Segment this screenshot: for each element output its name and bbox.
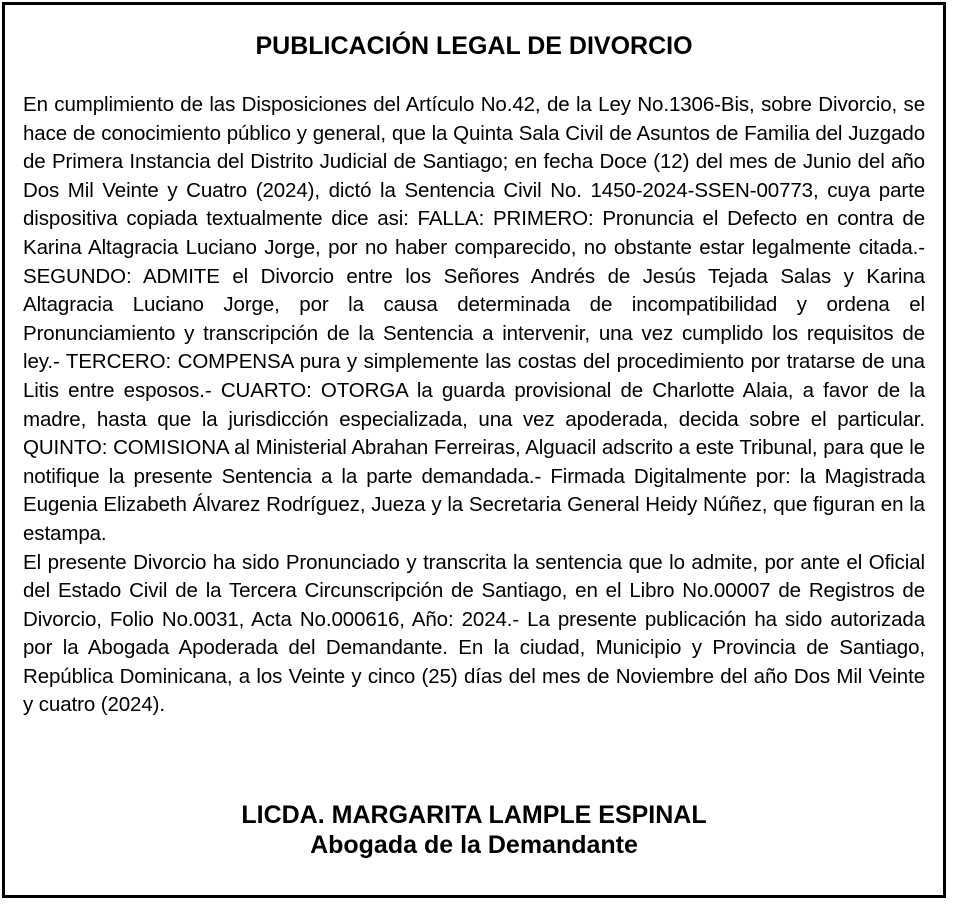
legal-notice	[2, 2, 946, 898]
signature-name: LICDA. MARGARITA LAMPLE ESPINAL	[241, 801, 707, 829]
notice-body	[23, 91, 925, 720]
signature-block	[5, 800, 943, 860]
notice-paragraph-registration: El presente Divorcio ha sido Pronunciado y transcrita la sentencia que lo admite, por ante el Oficial del Estado Civil de la Tercera Circunscripción de Santiago, en el Libro No.00007 de Registros de Divorcio, Folio No.0031, Acta No.000616, Año: 2024.- La presente publicación ha sido autorizada por la Abogada Apoderada del Demandante. En la ciudad, Municipio y Provincia de Santiago, República Dominicana, a los Veinte y cinco (25) días del mes de Noviembre del año Dos Mil Veinte y cuatro (2024).	[23, 550, 925, 717]
notice-paragraph-sentence: En cumplimiento de las Disposiciones del Artículo No.42, de la Ley No.1306-Bis, sobre Divorcio, se hace de conocimiento público y general, que la Quinta Sala Civil de Asuntos de Familia del Juzgado de Primera Instancia del Distrito Judicial de Santiago; en fecha Doce (12) del mes de Junio del año Dos Mil Veinte y Cuatro (2024), dictó la Sentencia Civil No. 1450-2024-SSEN-00773, cuya parte dispositiva copiada textualmente dice asi: FALLA: PRIMERO: Pronuncia el Defecto en contra de Karina Altagracia Luciano Jorge, por no haber comparecido, no obstante estar legalmente citada.- SEGUNDO: ADMITE el Divorcio entre los Señores Andrés de Jesús Tejada Salas y Karina Altagracia Luciano Jorge, por la causa determinada de incompatibilidad y ordena el Pronunciamiento y transcripción de la Sentencia a intervenir, una vez cumplido los requisitos de ley.- TERCERO: COMPENSA pura y simplemente las costas del procedimiento por tratarse de una Litis entre esposos.- CUARTO: OTORGA la guarda provisional de Charlotte Alaia, a favor de la madre, hasta que la jurisdicción especializada, una vez apoderada, decida sobre el particular. QUINTO: COMISIONA al Ministerial Abrahan Ferreiras, Alguacil adscrito a este Tribunal, para que le notifique la presente Sentencia a la parte demandada.- Firmada Digitalmente por: la Magistrada Eugenia Elizabeth Álvarez Rodríguez, Jueza y la Secretaria General Heidy Núñez, que figuran en la estampa.	[23, 93, 925, 545]
notice-title: PUBLICACIÓN LEGAL DE DIVORCIO	[255, 32, 693, 60]
signature-role: Abogada de la Demandante	[310, 831, 638, 859]
